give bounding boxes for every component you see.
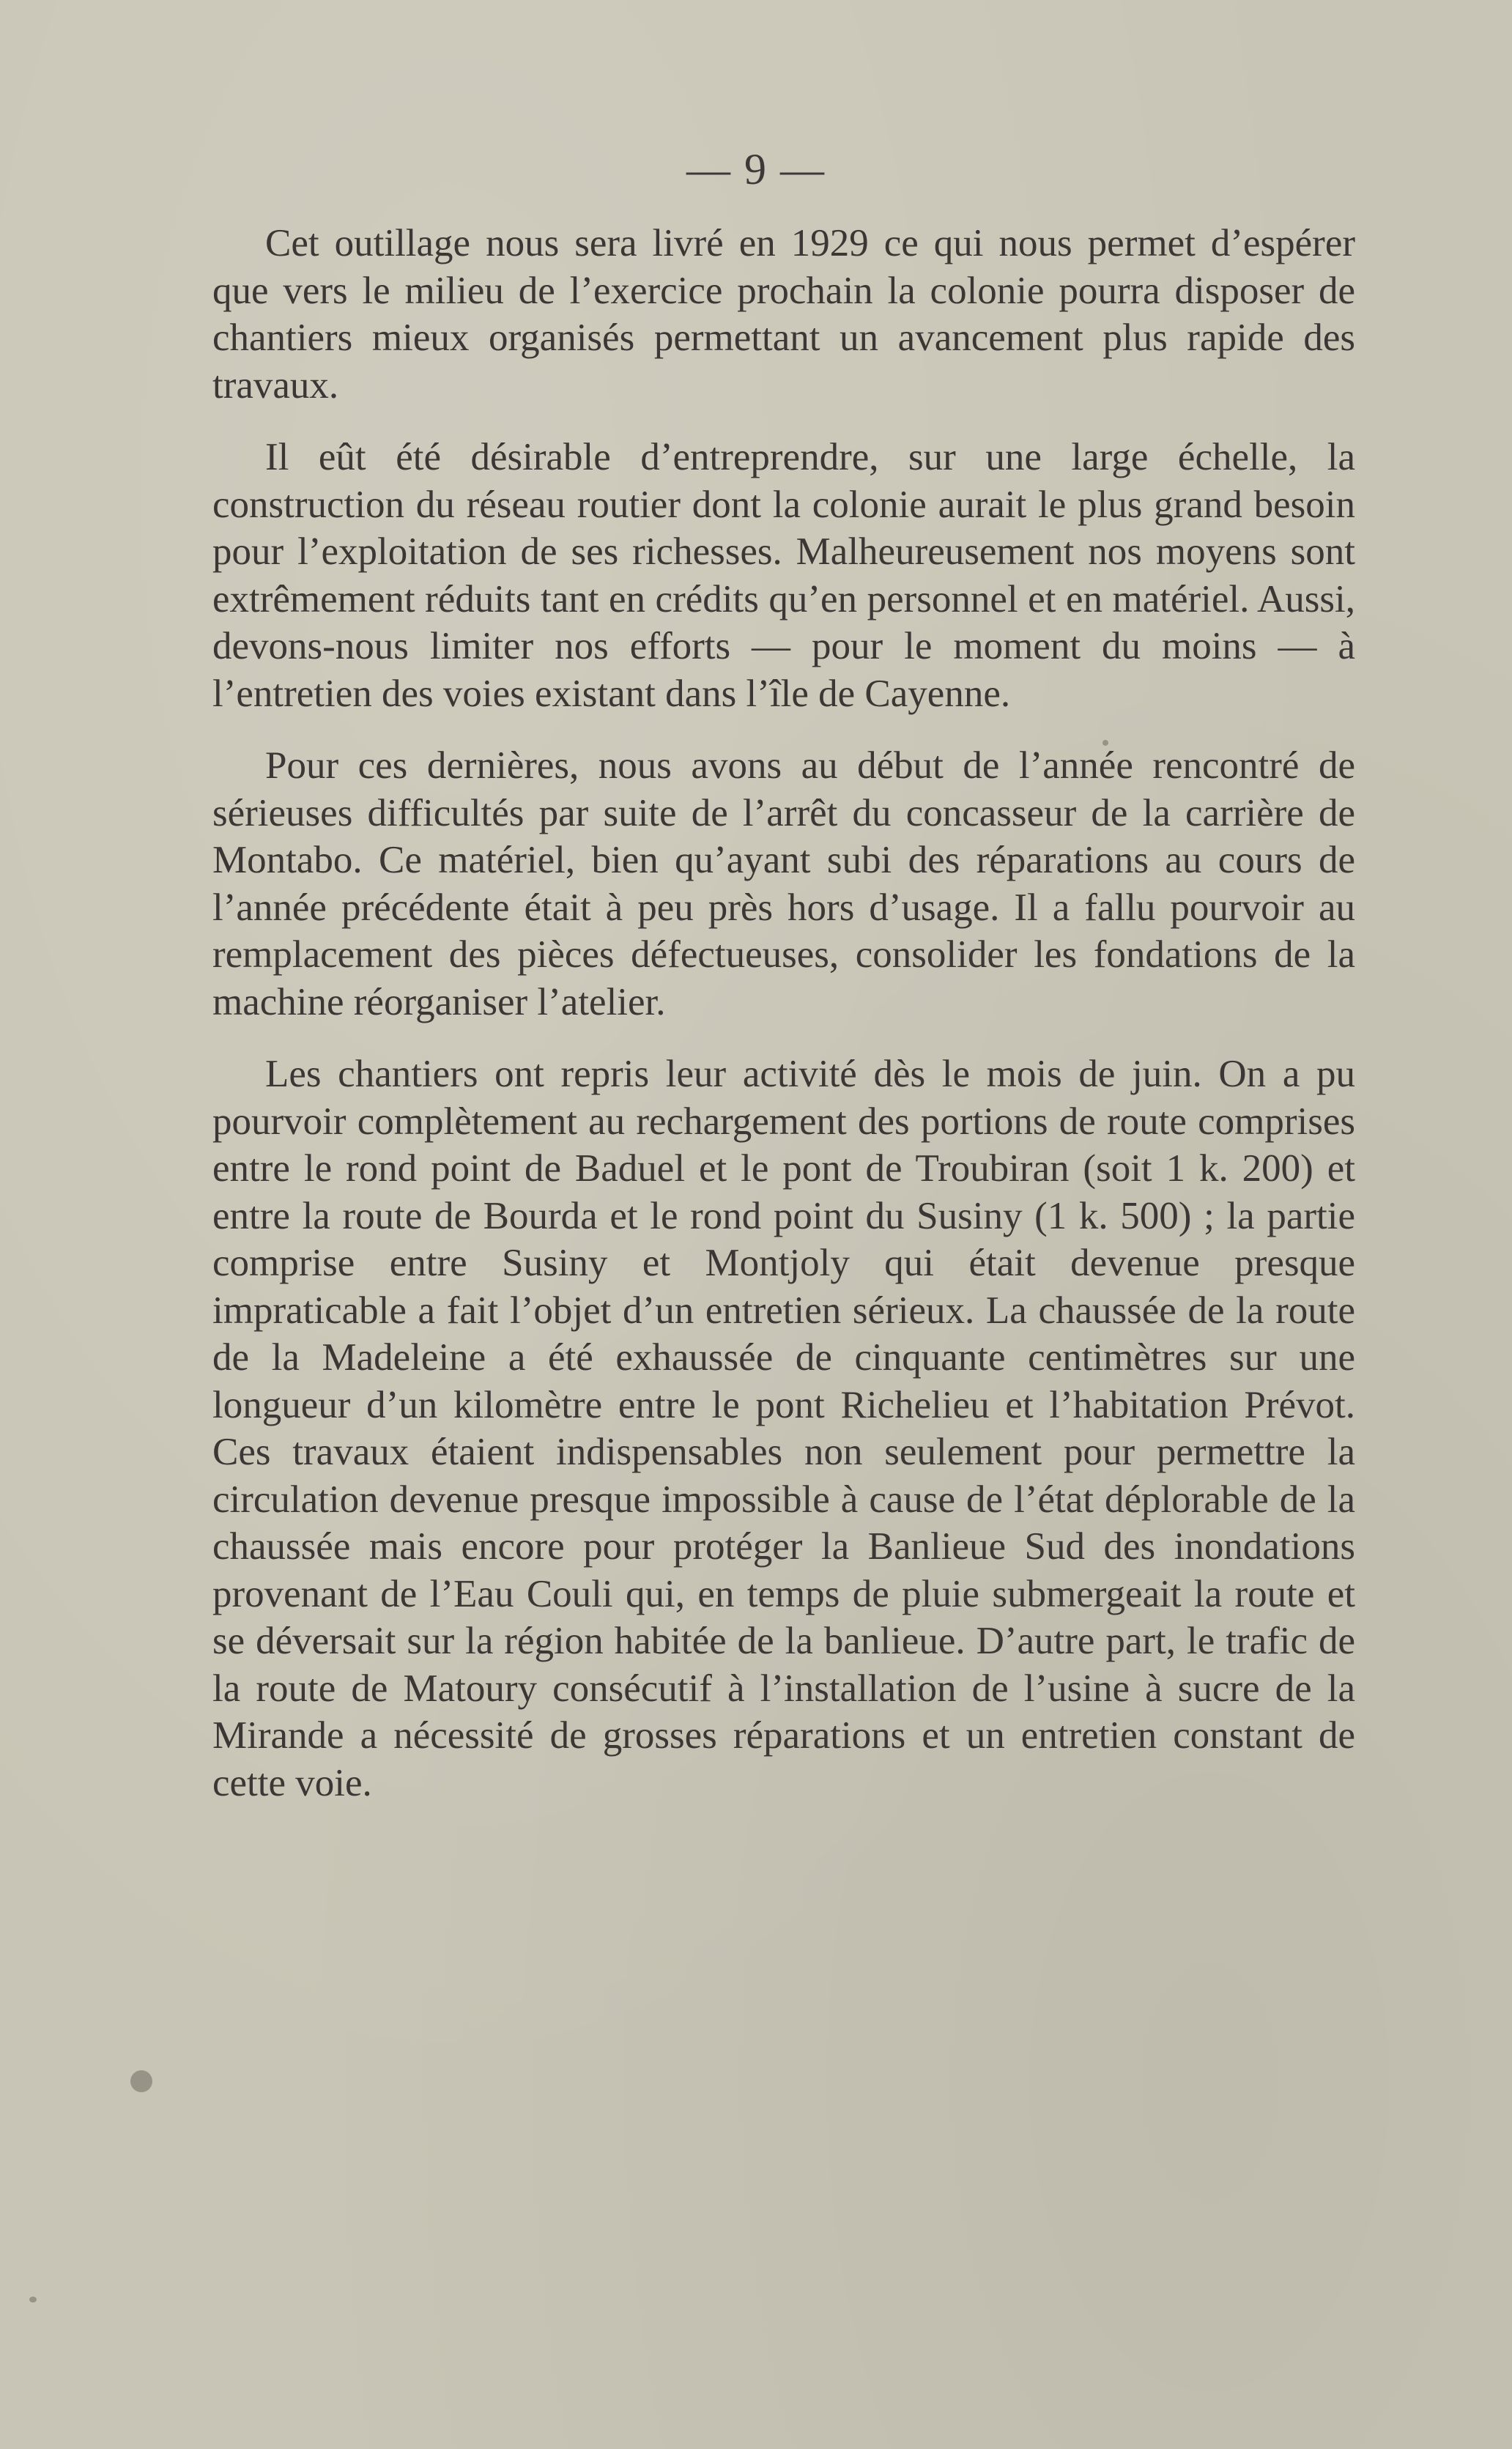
paragraph-concasseur: Pour ces dernières, nous avons au début de l’année rencontré de sérieuses difficultés par suite de l’arrêt du concasseur de la carrière de Montabo. Ce matériel, bien qu’ayant subi des réparations au cours de l’année précédente était à peu près hors d’usage. Il a fallu pourvoir au remplacement des pièces défectueuses, consolider les fondations de la machine réorganiser l’atelier. [212, 744, 1355, 1023]
paper-speck [29, 2297, 37, 2302]
page-number: — 9 — [686, 145, 826, 193]
body-text [212, 220, 1355, 1807]
paper-speck [1102, 740, 1108, 746]
paragraph-reseau-routier: Il eût été désirable d’entreprendre, sur une large échelle, la construction du réseau routier dont la colonie aurait le plus grand besoin pour l’exploitation de ses richesses. Malheureusement nos moyens sont extrêmement réduits tant en crédits qu’en personnel et en matériel. Aussi, devons-nous limiter nos efforts — pour le moment du moins — à l’entretien des voies existant dans l’île de Cayenne. [212, 436, 1355, 715]
paragraph-chantiers: Les chantiers ont repris leur activité dès le mois de juin. On a pu pourvoir complètement au rechargement des portions de route comprises entre le rond point de Baduel et le pont de Troubiran (soit 1 k. 200) et entre la route de Bourda et le rond point du Susiny (1 k. 500) ; la partie comprise entre Susiny et Montjoly qui était devenue presque impraticable a fait l’objet d’un entretien sérieux. La chaussée de la route de la Madeleine a été exhaussée de cinquante centimètres sur une longueur d’un kilomètre entre le pont Richelieu et l’habitation Prévot. Ces travaux étaient indispensables non seulement pour permettre la circulation devenue presque impossible à cause de l’état déplorable de la chaussée mais encore pour protéger la Banlieue Sud des inondations provenant de l’Eau Couli qui, en temps de pluie submergeait la route et se déversait sur la région habitée de la banlieue. D’autre part, le trafic de la route de Matoury consécutif à l’installation de l’usine à sucre de la Mirande a nécessité de grosses réparations et un entretien constant de cette voie. [212, 1053, 1355, 1804]
paper-speck [130, 2070, 152, 2092]
paragraph-outillage: Cet outillage nous sera livré en 1929 ce qui nous permet d’espérer que vers le milieu de l’exercice prochain la colonie pourra disposer de chantiers mieux organisés permettant un avancement plus rapide des travaux. [212, 222, 1355, 407]
